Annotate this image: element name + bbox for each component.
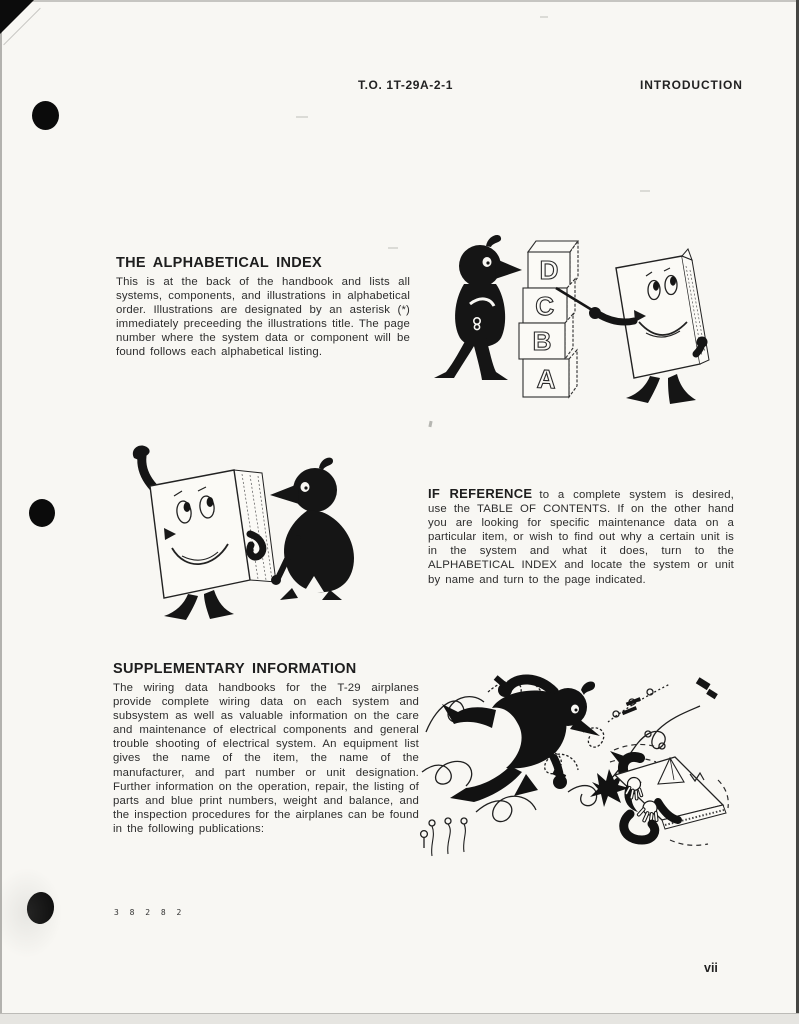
page-number: vii xyxy=(704,961,718,975)
punch-hole-top xyxy=(32,101,59,130)
alphabetical-index-heading: THE ALPHABETICAL INDEX xyxy=(116,255,322,271)
svg-text:A: A xyxy=(536,363,557,395)
scan-smudge xyxy=(388,247,398,249)
supplementary-information-heading: SUPPLEMENTARY INFORMATION xyxy=(113,661,357,677)
imp-tangled xyxy=(442,675,600,802)
scan-speck xyxy=(428,421,432,427)
scan-edge-top xyxy=(0,0,799,2)
scan-smudge xyxy=(640,190,650,192)
if-reference-body: IF REFERENCE to a complete system is desired, use the TABLE OF CONTENTS. If on the other hand you are looking for specific maintenance data on a particular item, or wish to find out why a certain unit is in the system and what it does, turn to the ALPHABETICAL INDEX and locate the system or unit by name and turn to the page indicated. xyxy=(428,486,734,586)
svg-text:B: B xyxy=(532,326,552,356)
scan-edge-bottom xyxy=(0,1013,799,1024)
section-alphabetical-index xyxy=(116,255,410,360)
svg-text:D: D xyxy=(539,255,559,285)
doc-number: T.O. 1T-29A-2-1 xyxy=(358,78,454,92)
illustration-tangled-wires xyxy=(418,662,733,862)
scan-smudge xyxy=(296,116,308,118)
alphabetical-index-body: This is at the back of the handbook and lists all systems, components, and illustrations in alphabetical order. Illustrations are designated by an asterisk (*) immediately preceeding the illustrations title. The page number where the system data or component will be found follows each alphabetical listing. xyxy=(116,276,410,359)
book-figure-pointing xyxy=(556,249,709,404)
svg-text:C: C xyxy=(534,290,555,322)
alphabet-blocks xyxy=(519,241,578,397)
scan-smudge xyxy=(540,16,548,18)
print-code: 3 8 2 8 2 xyxy=(114,908,185,917)
punch-hole-middle xyxy=(29,499,55,527)
imp-under-book xyxy=(590,744,728,845)
imp-figure xyxy=(434,235,522,380)
section-title-header: INTRODUCTION xyxy=(640,78,743,92)
book-figure-waving xyxy=(133,446,276,620)
imp-figure xyxy=(270,458,354,600)
scan-shadow xyxy=(0,868,62,958)
section-supplementary-information xyxy=(113,661,419,836)
if-reference-heading: IF REFERENCE xyxy=(428,486,533,501)
wire-connectors xyxy=(622,677,718,715)
section-if-reference xyxy=(428,487,734,587)
supplementary-information-body: The wiring data handbooks for the T-29 airplanes provide complete wiring data on each system and subsystem as well as valuable information on the care and maintenance of electrical components and general trouble shooting of electrical system. An equipment list gives the name of the item, the name of the manufacturer, and part number or unit designation. Further information on the operation, repair, the listing of parts and blue print numbers, weight and balance, and the inspection procedures for the airplanes can be found in the following publications: xyxy=(113,682,419,835)
illustration-book-greeting xyxy=(112,440,377,620)
illustration-alphabet-blocks xyxy=(430,226,722,406)
